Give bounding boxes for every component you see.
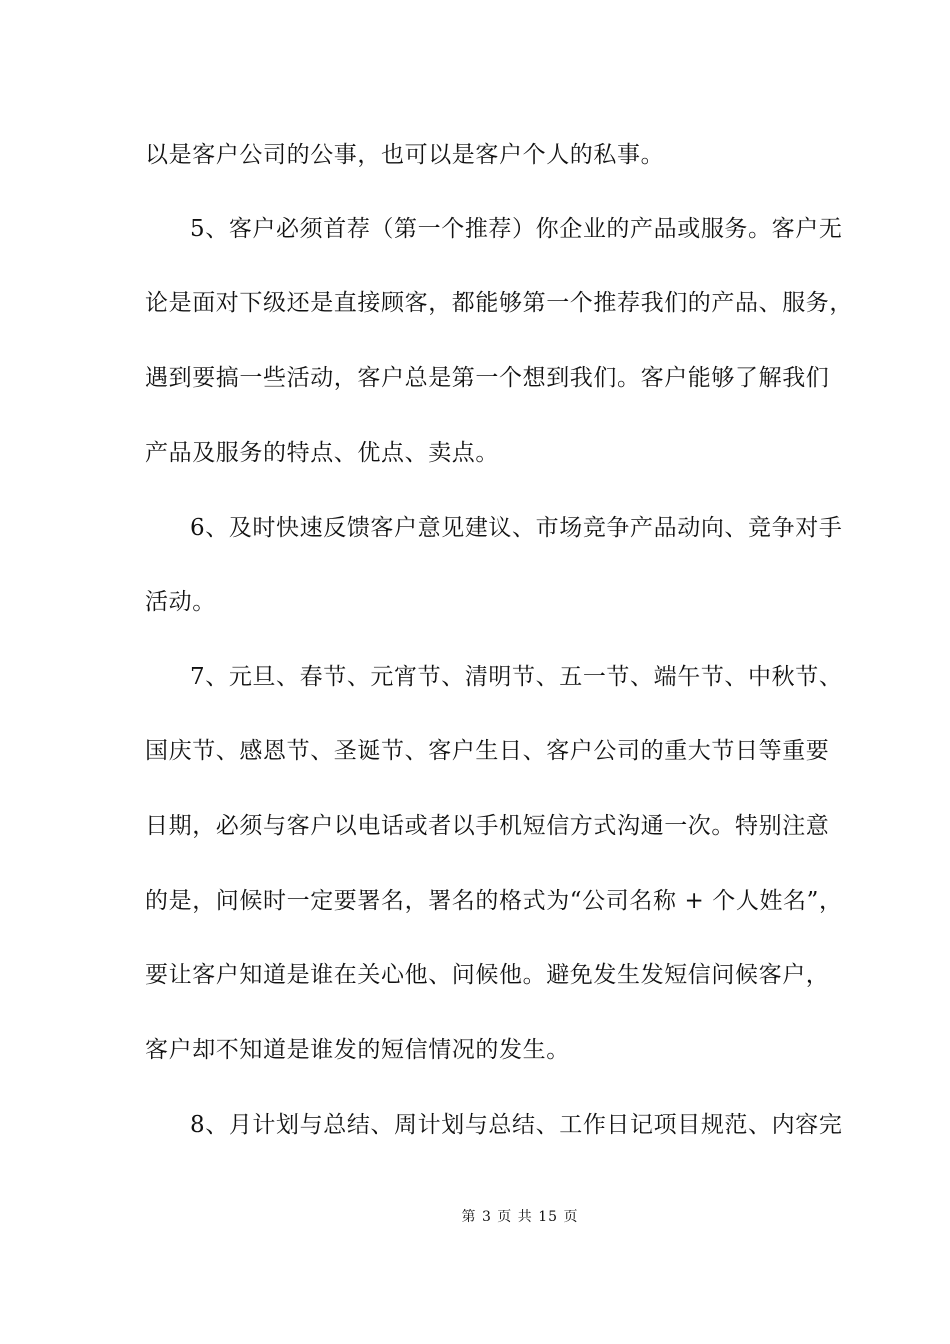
text-line: 5、客户必须首荐（第一个推荐）你企业的产品或服务。客户无 — [190, 216, 843, 242]
text-line: 8、月计划与总结、周计划与总结、工作日记项目规范、内容完 — [190, 1112, 843, 1138]
text-line: 要让客户知道是谁在关心他、问候他。避免发生发短信问候客户， — [145, 962, 830, 988]
text-line: 产品及服务的特点、优点、卖点。 — [145, 440, 499, 466]
text-line: 活动。 — [145, 589, 216, 615]
text-line: 日期，必须与客户以电话或者以手机短信方式沟通一次。特别注意 — [145, 813, 830, 839]
text-line: 国庆节、感恩节、圣诞节、客户生日、客户公司的重大节日等重要 — [145, 738, 830, 764]
page-footer: 第 3 页 共 15 页 — [461, 1209, 579, 1225]
text-line: 客户却不知道是谁发的短信情况的发生。 — [145, 1037, 570, 1063]
text-line: 7、元旦、春节、元宵节、清明节、五一节、端午节、中秋节、 — [190, 664, 843, 690]
text-line: 论是面对下级还是直接顾客，都能够第一个推荐我们的产品、服务， — [145, 290, 853, 316]
text-line: 的是，问候时一定要署名，署名的格式为“公司名称 + 个人姓名”， — [145, 888, 843, 914]
text-line: 以是客户公司的公事，也可以是客户个人的私事。 — [145, 142, 665, 168]
text-line: 6、及时快速反馈客户意见建议、市场竞争产品动向、竞争对手 — [190, 515, 843, 541]
text-line: 遇到要搞一些活动，客户总是第一个想到我们。客户能够了解我们 — [145, 365, 830, 391]
